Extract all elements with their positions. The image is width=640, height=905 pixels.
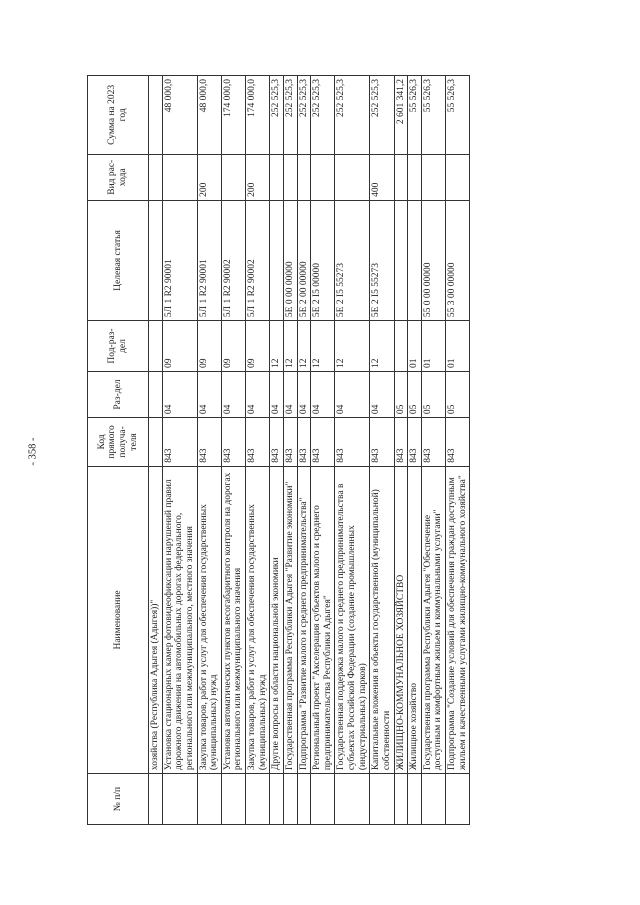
cell-kind [421,154,445,200]
cell-name: Подпрограмма "Создание условий для обеспечения граждан доступным жильем и качественными услугами жилищно-коммунального хозяйства" [446,466,470,773]
cell-code: 843 [270,418,284,467]
cell-subsection: 01 [446,321,470,372]
cell-subsection: 12 [270,321,284,372]
cell-sum: 252 525,3 [270,76,284,155]
cell-kind [162,154,197,200]
cell-target: 5Л 1 R2 90002 [246,200,270,320]
header-num: № п/п [88,774,149,825]
table-row [446,76,470,825]
cell-code: 843 [446,418,470,467]
cell-target: 5Е 2 I5 55273 [370,200,394,320]
cell-subsection: 09 [246,321,270,372]
cell-section: 05 [446,371,470,417]
cell-subsection: 12 [297,321,311,372]
cell-kind [335,154,370,200]
cell-kind [394,154,408,200]
cell-name: Закупка товаров, работ и услуг для обеспечения государственных (муниципальных) нужд [197,466,221,773]
cell-target [149,200,163,320]
cell-num [370,774,394,825]
cell-section: 04 [221,371,245,417]
cell-num [446,774,470,825]
table-row [370,76,394,825]
table-row [297,76,311,825]
cell-section: 04 [283,371,297,417]
table-row [408,76,422,825]
cell-code: 843 [335,418,370,467]
table-header-row [88,76,149,825]
cell-subsection: 01 [408,321,422,372]
cell-name: Подпрограмма "Развитие малого и среднего предпринимательства" [297,466,311,773]
cell-kind [221,154,245,200]
cell-sum: 55 526,3 [408,76,422,155]
header-target: Целевая статья [88,200,149,320]
cell-section: 04 [311,371,335,417]
table-row [270,76,284,825]
cell-target: 5Е 2 I5 00000 [311,200,335,320]
cell-target [394,200,408,320]
cell-code: 843 [246,418,270,467]
cell-subsection: 09 [162,321,197,372]
cell-code: 843 [311,418,335,467]
cell-target [408,200,422,320]
cell-kind [149,154,163,200]
page-number: - 358 - [27,437,39,466]
header-kind: Вид рас-хода [88,154,149,200]
cell-name: Государственная программа Республики Адыгея "Обеспечение доступным и комфортным жильем и коммунальными услугами" [421,466,445,773]
cell-name: Закупка товаров, работ и услуг для обеспечения государственных (муниципальных) нужд [246,466,270,773]
cell-section: 04 [335,371,370,417]
cell-code: 843 [197,418,221,467]
cell-target: 5Е 0 00 00000 [283,200,297,320]
cell-subsection: 12 [311,321,335,372]
budget-table [87,75,470,825]
cell-code: 843 [394,418,408,467]
cell-section: 05 [421,371,445,417]
cell-target: 55 0 00 00000 [421,200,445,320]
cell-num [394,774,408,825]
cell-kind [270,154,284,200]
cell-subsection: 12 [335,321,370,372]
table-row [246,76,270,825]
cell-sum: 48 000,0 [162,76,197,155]
cell-kind [283,154,297,200]
cell-section: 04 [162,371,197,417]
table-body [149,76,470,825]
cell-num [311,774,335,825]
cell-subsection [149,321,163,372]
cell-sum: 55 526,3 [446,76,470,155]
table-row [149,76,163,825]
table-row [197,76,221,825]
cell-sum: 252 525,3 [311,76,335,155]
cell-kind: 200 [197,154,221,200]
cell-num [197,774,221,825]
cell-target: 55 3 00 00000 [446,200,470,320]
cell-num [283,774,297,825]
cell-code [149,418,163,467]
cell-kind [297,154,311,200]
table-row [221,76,245,825]
cell-name: Установка стационарных камер фотовидеофиксации нарушений правил дорожного движения на автомобильных дорогах федерального, регионального или межмуниципального, местного значения [162,466,197,773]
cell-num [221,774,245,825]
cell-name: Установка автоматических пунктов весогабаритного контроля на дорогах регионального или межмуниципального значения [221,466,245,773]
cell-num [408,774,422,825]
table-row [283,76,297,825]
cell-sum: 174 000,0 [246,76,270,155]
cell-section: 04 [270,371,284,417]
cell-sum: 2 601 341,2 [394,76,408,155]
cell-sum: 55 526,3 [421,76,445,155]
cell-code: 843 [408,418,422,467]
cell-kind [408,154,422,200]
cell-target: 5Л 1 R2 90001 [162,200,197,320]
table-row [311,76,335,825]
cell-code: 843 [221,418,245,467]
cell-kind [446,154,470,200]
cell-target: 5Е 2 00 00000 [297,200,311,320]
cell-num [270,774,284,825]
table-row [421,76,445,825]
header-code: Код прямого получа-теля [88,418,149,467]
cell-num [421,774,445,825]
cell-name: Другие вопросы в области национальной экономики [270,466,284,773]
cell-kind: 200 [246,154,270,200]
cell-code: 843 [370,418,394,467]
cell-num [297,774,311,825]
cell-num [246,774,270,825]
cell-section: 05 [408,371,422,417]
cell-name: Капитальные вложения в объекты государственной (муниципальной) собственности [370,466,394,773]
cell-subsection: 09 [221,321,245,372]
cell-sum: 252 525,3 [370,76,394,155]
cell-sum [149,76,163,155]
cell-num [335,774,370,825]
cell-code: 843 [297,418,311,467]
cell-section: 04 [370,371,394,417]
cell-section: 04 [297,371,311,417]
cell-code: 843 [283,418,297,467]
cell-target: 5Е 2 I5 55273 [335,200,370,320]
cell-kind: 400 [370,154,394,200]
table-row [394,76,408,825]
cell-subsection: 09 [197,321,221,372]
cell-code: 843 [162,418,197,467]
table-row [335,76,370,825]
cell-name: Государственная поддержка малого и среднего предпринимательства в субъектах Российской Федерации (создание промышленных (индустриальных) парков) [335,466,370,773]
rotated-page-content [87,75,552,825]
cell-target: 5Л 1 R2 90001 [197,200,221,320]
cell-kind [311,154,335,200]
cell-subsection: 01 [421,321,445,372]
header-sum: Сумма на 2023 год [88,76,149,155]
cell-name: ЖИЛИЩНО-КОММУНАЛЬНОЕ ХОЗЯЙСТВО [394,466,408,773]
header-subsection: Под-раз-дел [88,321,149,372]
cell-subsection [394,321,408,372]
cell-section: 04 [246,371,270,417]
cell-sum: 252 525,3 [335,76,370,155]
cell-num [149,774,163,825]
cell-code: 843 [421,418,445,467]
cell-name: Государственная программа Республики Адыгея "Развитие экономики" [283,466,297,773]
cell-name: хозяйства (Республика Адыгея (Адыгея))" [149,466,163,773]
cell-subsection: 12 [283,321,297,372]
cell-num [162,774,197,825]
cell-sum: 174 000,0 [221,76,245,155]
cell-section: 05 [394,371,408,417]
header-section: Раз-дел [88,371,149,417]
cell-name: Жилищное хозяйство [408,466,422,773]
cell-section: 04 [197,371,221,417]
cell-sum: 252 525,3 [297,76,311,155]
table-row [162,76,197,825]
cell-section [149,371,163,417]
cell-sum: 48 000,0 [197,76,221,155]
cell-subsection: 12 [370,321,394,372]
cell-target [270,200,284,320]
header-name: Наименование [88,466,149,773]
cell-name: Региональный проект "Акселерация субъектов малого и среднего предпринимательства Республики Адыгея" [311,466,335,773]
cell-target: 5Л 1 R2 90002 [221,200,245,320]
cell-sum: 252 525,3 [283,76,297,155]
